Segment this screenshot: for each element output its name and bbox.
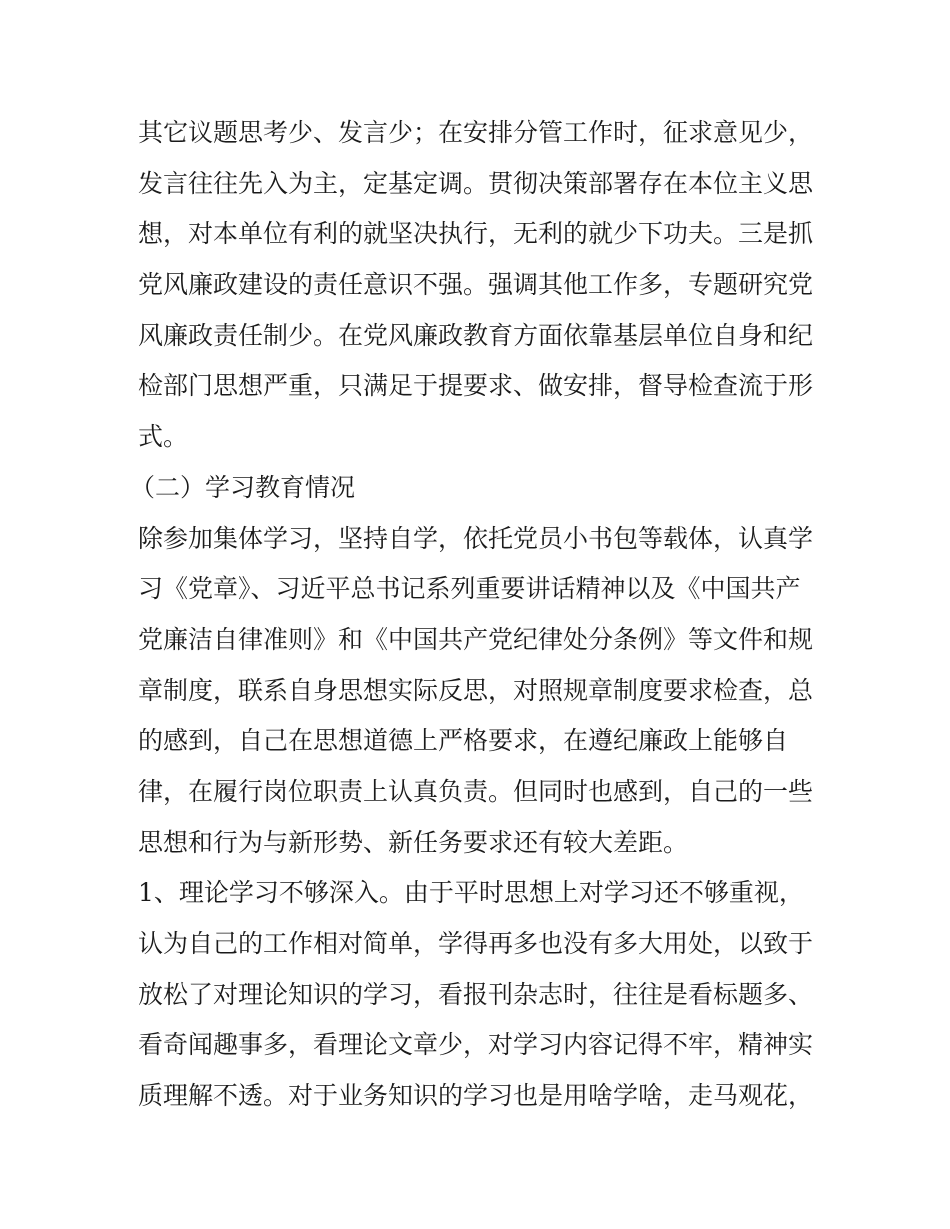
text-line: 的感到，自己在思想道德上严格要求，在遵纪廉政上能够自 bbox=[138, 726, 789, 756]
text-line: 想，对本单位有利的就坚决执行，无利的就少下功夫。三是抓 bbox=[138, 219, 814, 249]
text-line: 律，在履行岗位职责上认真负责。但同时也感到，自己的一些 bbox=[138, 776, 814, 806]
numbered-item-line: 1、理论学习不够深入。由于平时思想上对学习还不够重视， bbox=[138, 878, 804, 908]
text-line: 检部门思想严重，只满足于提要求、做安排，督导检查流于形 bbox=[138, 371, 814, 401]
text-line: 放松了对理论知识的学习，看报刊杂志时，往往是看标题多、 bbox=[138, 979, 814, 1009]
text-line: 风廉政责任制少。在党风廉政教育方面依靠基层单位自身和纪 bbox=[138, 320, 814, 350]
text-line: 思想和行为与新形势、新任务要求还有较大差距。 bbox=[138, 827, 689, 857]
text-line: 章制度，联系自身思想实际反思，对照规章制度要求检查，总 bbox=[138, 675, 814, 705]
text-line: 看奇闻趣事多，看理论文章少，对学习内容记得不牢，精神实 bbox=[138, 1030, 814, 1060]
text-line: 认为自己的工作相对简单，学得再多也没有多大用处，以致于 bbox=[138, 929, 814, 958]
section-heading: （二）学习教育情况 bbox=[130, 472, 356, 502]
text-line: 除参加集体学习，坚持自学，依托党员小书包等载体，认真学 bbox=[138, 523, 814, 553]
text-line: 发言往往先入为主，定基定调。贯彻决策部署存在本位主义思 bbox=[138, 168, 814, 198]
document-body bbox=[130, 108, 818, 1122]
text-line: 党风廉政建设的责任意识不强。强调其他工作多，专题研究党 bbox=[138, 270, 814, 300]
text-line: 其它议题思考少、发言少；在安排分管工作时，征求意见少， bbox=[138, 118, 814, 147]
text-line: 式。 bbox=[138, 422, 189, 452]
text-line: 党廉洁自律准则》和《中国共产党纪律处分条例》等文件和规 bbox=[138, 624, 814, 654]
text-line: 习《党章》、习近平总书记系列重要讲话精神以及《中国共产 bbox=[138, 574, 801, 604]
text-line: 质理解不透。对于业务知识的学习也是用啥学啥，走马观花， bbox=[138, 1081, 814, 1111]
